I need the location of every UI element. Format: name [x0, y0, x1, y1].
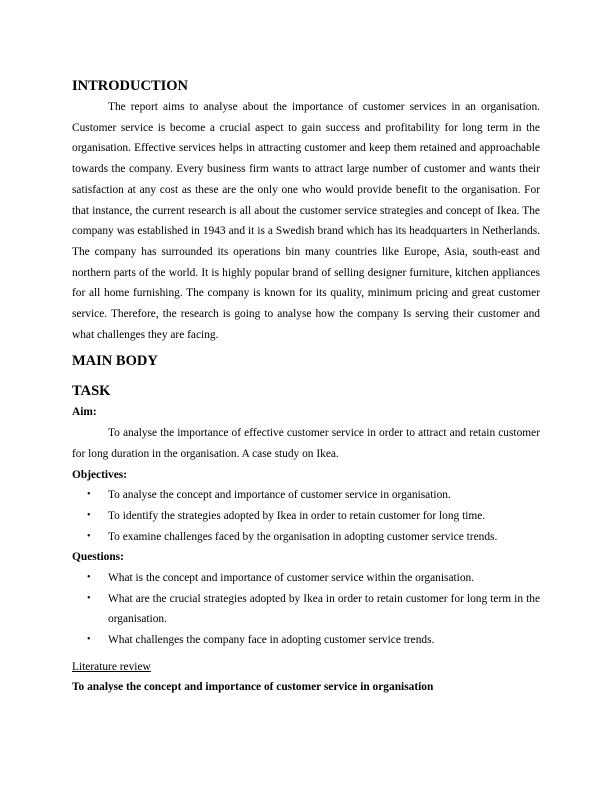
list-item: • What is the concept and importance of customer service within the organisation. [72, 568, 540, 589]
list-item: • To examine challenges faced by the organisation in adopting customer service trends. [72, 527, 540, 548]
list-item: • To analyse the concept and importance of customer service in organisation. [72, 485, 540, 506]
bullet-icon: • [87, 530, 91, 542]
objectives-label: Objectives: [72, 468, 128, 481]
list-item: • What challenges the company face in adopting customer service trends. [72, 630, 540, 651]
introduction-heading: INTRODUCTION [72, 78, 189, 94]
list-item: • What are the crucial strategies adopted by Ikea in order to retain customer for long term in the organisation. [72, 589, 540, 630]
page-content [72, 76, 540, 698]
questions-label: Questions: [72, 551, 124, 564]
aim-label: Aim: [72, 406, 97, 419]
literature-review-heading: Literature review [72, 660, 151, 673]
bullet-icon: • [87, 489, 91, 501]
bullet-icon: • [87, 592, 91, 604]
task-heading: TASK [72, 383, 111, 400]
aim-text: To analyse the importance of effective customer service in order to attract and retain customer for long duration in the organisation. A case study on Ikea. [72, 427, 540, 460]
list-item: • To identify the strategies adopted by Ikea in order to retain customer for long time. [72, 506, 540, 527]
questions-list [72, 568, 540, 651]
objectives-list [72, 485, 540, 547]
literature-subheading: To analyse the concept and importance of customer service in organisation [72, 680, 434, 693]
bullet-icon: • [87, 634, 91, 646]
bullet-icon: • [87, 572, 91, 584]
bullet-icon: • [87, 509, 91, 521]
introduction-paragraph: The report aims to analyse about the importance of customer services in an organisation. Customer service is become a crucial aspect to gain success and profitability for long term in the organisation. Effective services helps in attracting customer and keep them retained and approachable towards the company. Every business firm wants to attract large number of customer and wants their satisfaction at any cost as these are the only one who would provide benefit to the organisation. For that instance, the current research is all about the customer service strategies and concept of Ikea. The company was established in 1943 and it is a Swedish brand which has its headquarters in Netherlands. The company has surrounded its operations bin many countries like Europe, Asia, south-east and northern parts of the world. It is highly popular brand of selling designer furniture, kitchen appliances for all home furnishing. The company is known for its quality, minimum pricing and great customer service. Therefore, the research is going to analyse how the company Is serving their customer and what challenges they are facing. [72, 101, 540, 341]
main-body-heading: MAIN BODY [72, 353, 158, 370]
